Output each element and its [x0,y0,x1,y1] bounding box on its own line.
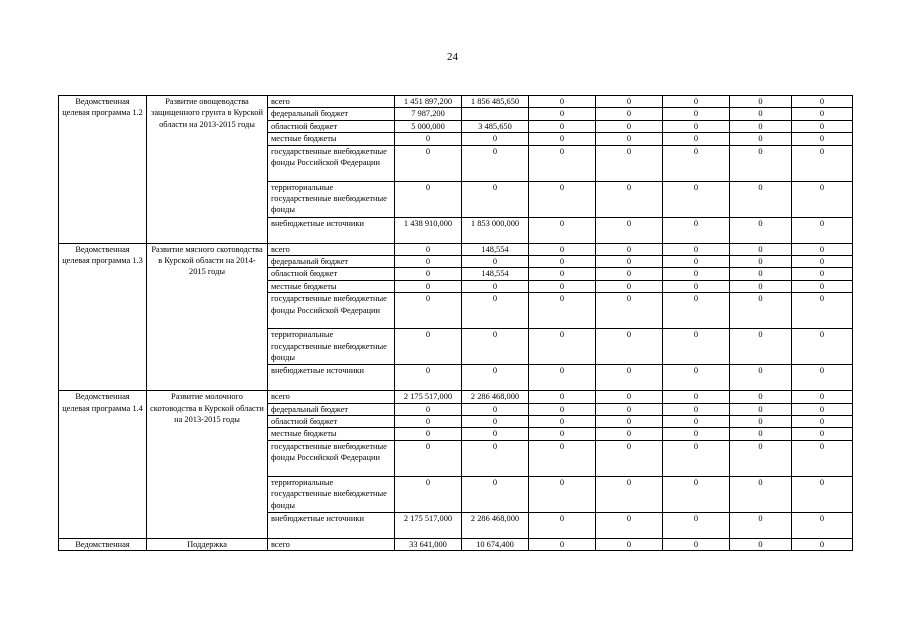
amount-cell: 33 641,000 [395,538,462,550]
amount-cell: 0 [596,280,663,292]
amount-cell: 0 [730,403,792,415]
amount-cell: 0 [792,416,853,428]
amount-cell: 0 [529,120,596,132]
amount-cell: 0 [730,268,792,280]
amount-cell: 0 [792,145,853,181]
amount-cell: 0 [462,181,529,217]
amount-cell: 0 [596,145,663,181]
amount-cell: 0 [792,280,853,292]
amount-cell: 0 [792,120,853,132]
amount-cell: 0 [730,428,792,440]
amount-cell: 0 [792,365,853,391]
amount-cell: 0 [462,428,529,440]
amount-cell: 0 [596,538,663,550]
amount-cell: 0 [529,268,596,280]
funding-source-cell: федеральный бюджет [268,403,395,415]
amount-cell: 0 [792,329,853,365]
amount-cell: 0 [462,440,529,476]
funding-source-cell: территориальные государственные внебюджетные фонды [268,181,395,217]
amount-cell: 0 [395,133,462,145]
funding-source-cell: территориальные государственные внебюджетные фонды [268,476,395,512]
amount-cell: 0 [596,268,663,280]
funding-source-cell: местные бюджеты [268,133,395,145]
amount-cell: 0 [663,256,730,268]
amount-cell: 10 674,400 [462,538,529,550]
amount-cell: 0 [395,268,462,280]
amount-cell: 1 853 000,000 [462,217,529,243]
funding-source-cell: государственные внебюджетные фонды Российской Федерации [268,440,395,476]
program-name-cell: Развитие мясного скотоводства в Курской области на 2014-2015 годы [147,243,268,391]
amount-cell: 0 [395,440,462,476]
amount-cell: 0 [529,280,596,292]
amount-cell: 0 [395,181,462,217]
funding-source-cell: государственные внебюджетные фонды Российской Федерации [268,293,395,329]
amount-cell: 0 [529,181,596,217]
amount-cell: 0 [395,428,462,440]
funding-source-cell: внебюджетные источники [268,512,395,538]
amount-cell: 0 [663,403,730,415]
amount-cell: 5 000,000 [395,120,462,132]
amount-cell: 0 [730,293,792,329]
funding-source-cell: федеральный бюджет [268,108,395,120]
amount-cell: 2 286 468,000 [462,512,529,538]
amount-cell: 0 [395,476,462,512]
amount-cell: 0 [462,416,529,428]
amount-cell: 0 [462,403,529,415]
amount-cell: 0 [730,120,792,132]
amount-cell: 0 [529,476,596,512]
amount-cell: 0 [730,391,792,403]
program-name-cell: Развитие молочного скотоводства в Курской области на 2013-2015 годы [147,391,268,539]
program-name-cell: Развитие овощеводства защищенного грунта в Курской области на 2013-2015 годы [147,96,268,244]
amount-cell: 0 [730,416,792,428]
amount-cell: 0 [395,256,462,268]
amount-cell: 0 [663,243,730,255]
amount-cell [462,108,529,120]
funding-source-cell: территориальные государственные внебюджетные фонды [268,329,395,365]
amount-cell: 0 [663,538,730,550]
amount-cell: 0 [529,428,596,440]
funding-source-cell: всего [268,538,395,550]
amount-cell: 0 [529,256,596,268]
amount-cell: 0 [596,243,663,255]
amount-cell: 0 [730,512,792,538]
budget-table [58,95,853,551]
amount-cell: 0 [663,329,730,365]
amount-cell: 0 [596,329,663,365]
amount-cell: 0 [792,403,853,415]
amount-cell: 0 [792,428,853,440]
amount-cell: 0 [596,365,663,391]
amount-cell: 0 [663,268,730,280]
funding-source-cell: всего [268,243,395,255]
amount-cell: 0 [462,476,529,512]
table-row [59,391,853,403]
page-number: 24 [447,51,458,63]
amount-cell: 2 286 468,000 [462,391,529,403]
amount-cell: 148,554 [462,243,529,255]
funding-source-cell: местные бюджеты [268,280,395,292]
amount-cell: 0 [596,476,663,512]
amount-cell: 0 [730,280,792,292]
amount-cell: 0 [529,108,596,120]
program-code-cell: Ведомственная целевая программа 1.2 [59,96,147,244]
amount-cell: 3 485,650 [462,120,529,132]
amount-cell: 0 [792,181,853,217]
amount-cell: 0 [596,96,663,108]
amount-cell: 0 [663,512,730,538]
amount-cell: 0 [792,538,853,550]
amount-cell: 0 [596,440,663,476]
amount-cell: 0 [395,365,462,391]
amount-cell: 0 [663,293,730,329]
amount-cell: 0 [730,365,792,391]
amount-cell: 0 [730,329,792,365]
table-row [59,243,853,255]
amount-cell: 0 [395,416,462,428]
amount-cell: 0 [462,133,529,145]
program-code-cell: Ведомственная целевая программа 1.3 [59,243,147,391]
amount-cell: 0 [663,120,730,132]
amount-cell: 0 [529,217,596,243]
amount-cell: 0 [596,108,663,120]
funding-source-cell: областной бюджет [268,268,395,280]
amount-cell: 0 [529,329,596,365]
amount-cell: 0 [596,133,663,145]
amount-cell: 0 [596,512,663,538]
amount-cell: 0 [462,365,529,391]
amount-cell: 7 987,200 [395,108,462,120]
amount-cell: 0 [596,181,663,217]
amount-cell: 0 [395,293,462,329]
amount-cell: 0 [529,391,596,403]
amount-cell: 0 [596,293,663,329]
amount-cell: 0 [462,280,529,292]
amount-cell: 0 [663,280,730,292]
amount-cell: 0 [792,440,853,476]
amount-cell: 0 [663,416,730,428]
amount-cell: 0 [730,96,792,108]
amount-cell: 0 [462,329,529,365]
amount-cell: 0 [792,512,853,538]
amount-cell: 0 [730,243,792,255]
amount-cell: 0 [395,280,462,292]
amount-cell: 0 [529,96,596,108]
amount-cell: 0 [792,391,853,403]
amount-cell: 1 856 485,650 [462,96,529,108]
amount-cell: 0 [395,403,462,415]
program-code-cell: Ведомственная целевая программа 1.4 [59,391,147,539]
amount-cell: 0 [663,145,730,181]
amount-cell: 0 [792,133,853,145]
amount-cell: 0 [730,108,792,120]
amount-cell: 1 451 897,200 [395,96,462,108]
funding-source-cell: областной бюджет [268,416,395,428]
amount-cell: 0 [529,293,596,329]
amount-cell: 0 [792,293,853,329]
amount-cell: 0 [792,217,853,243]
amount-cell: 0 [792,108,853,120]
amount-cell: 0 [730,181,792,217]
amount-cell: 0 [663,108,730,120]
amount-cell: 0 [792,243,853,255]
amount-cell: 0 [462,145,529,181]
amount-cell: 0 [529,403,596,415]
amount-cell: 0 [596,428,663,440]
amount-cell: 0 [663,217,730,243]
funding-source-cell: всего [268,391,395,403]
amount-cell: 0 [730,440,792,476]
amount-cell: 0 [596,256,663,268]
amount-cell: 0 [395,145,462,181]
amount-cell: 0 [663,440,730,476]
amount-cell: 0 [730,476,792,512]
amount-cell: 148,554 [462,268,529,280]
amount-cell: 0 [663,365,730,391]
table-row [59,538,853,550]
amount-cell: 0 [596,416,663,428]
funding-source-cell: местные бюджеты [268,428,395,440]
amount-cell: 0 [596,217,663,243]
amount-cell: 0 [596,391,663,403]
amount-cell: 0 [792,96,853,108]
amount-cell: 0 [792,268,853,280]
amount-cell: 2 175 517,000 [395,512,462,538]
amount-cell: 0 [529,512,596,538]
amount-cell: 0 [730,538,792,550]
funding-source-cell: внебюджетные источники [268,365,395,391]
amount-cell: 0 [596,120,663,132]
amount-cell: 0 [596,403,663,415]
amount-cell: 0 [663,428,730,440]
amount-cell: 0 [663,96,730,108]
amount-cell: 0 [529,538,596,550]
amount-cell: 0 [395,329,462,365]
amount-cell: 0 [395,243,462,255]
amount-cell: 0 [529,145,596,181]
amount-cell: 0 [529,440,596,476]
amount-cell: 1 438 910,000 [395,217,462,243]
amount-cell: 0 [730,256,792,268]
table-row [59,96,853,108]
amount-cell: 0 [462,256,529,268]
amount-cell: 0 [663,476,730,512]
amount-cell: 0 [663,133,730,145]
funding-source-cell: федеральный бюджет [268,256,395,268]
funding-source-cell: внебюджетные источники [268,217,395,243]
amount-cell: 0 [663,391,730,403]
program-code-cell: Ведомственная [59,538,147,550]
amount-cell: 0 [730,133,792,145]
amount-cell: 0 [663,181,730,217]
amount-cell: 0 [529,365,596,391]
funding-source-cell: всего [268,96,395,108]
amount-cell: 0 [792,476,853,512]
program-name-cell: Поддержка [147,538,268,550]
amount-cell: 2 175 517,000 [395,391,462,403]
funding-source-cell: государственные внебюджетные фонды Российской Федерации [268,145,395,181]
amount-cell: 0 [529,243,596,255]
amount-cell: 0 [529,416,596,428]
amount-cell: 0 [792,256,853,268]
funding-source-cell: областной бюджет [268,120,395,132]
amount-cell: 0 [730,145,792,181]
amount-cell: 0 [529,133,596,145]
amount-cell: 0 [730,217,792,243]
amount-cell: 0 [462,293,529,329]
